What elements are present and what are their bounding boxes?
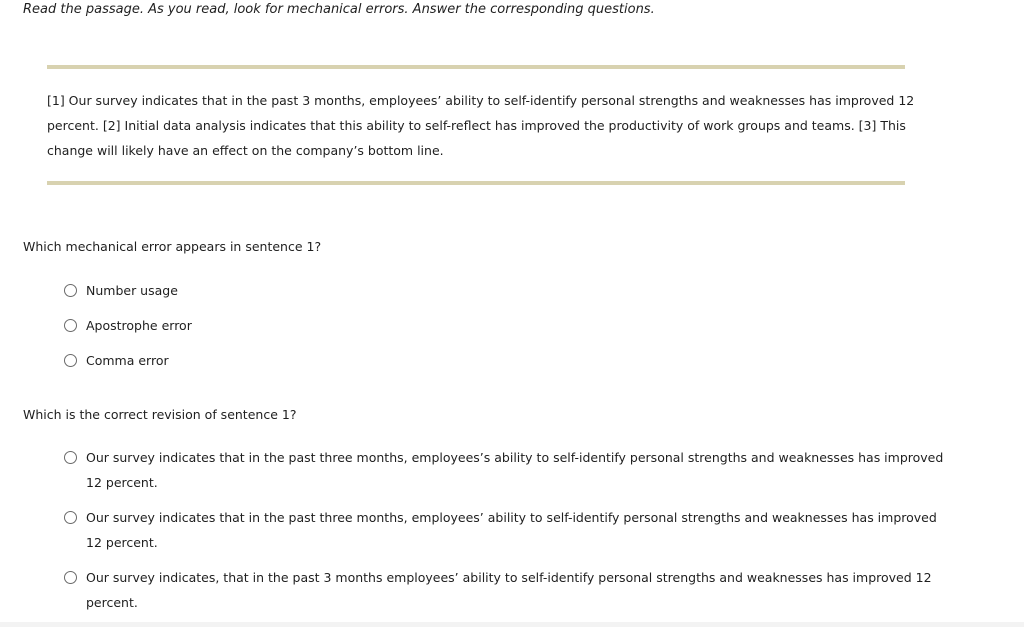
- passage-top-divider: [47, 65, 905, 69]
- radio-button-icon[interactable]: [64, 511, 77, 524]
- page-bottom-edge: [0, 622, 1024, 627]
- question-1-option-comma-error[interactable]: [64, 353, 169, 373]
- question-1-prompt: Which mechanical error appears in sentence 1?: [23, 239, 322, 254]
- instructions-text: Read the passage. As you read, look for mechanical errors. Answer the corresponding questions.: [23, 2, 655, 17]
- question-2-option-c[interactable]: [64, 570, 946, 615]
- radio-button-icon[interactable]: [64, 451, 77, 464]
- passage-bottom-divider: [47, 181, 905, 185]
- question-1-option-number-usage[interactable]: [64, 283, 178, 303]
- radio-button-icon[interactable]: [64, 354, 77, 367]
- question-2-prompt: Which is the correct revision of sentence 1?: [23, 407, 297, 422]
- option-label: Our survey indicates, that in the past 3 months employees’ ability to self-identify personal strengths and weaknesses has improved 12 percent.: [86, 570, 932, 610]
- radio-button-icon[interactable]: [64, 319, 77, 332]
- question-2-option-b[interactable]: [64, 510, 946, 555]
- option-label: Comma error: [86, 353, 169, 368]
- option-label: Our survey indicates that in the past three months, employees’s ability to self-identify personal strengths and weaknesses has improved 12 percent.: [86, 450, 944, 490]
- option-label: Our survey indicates that in the past three months, employees’ ability to self-identify personal strengths and weaknesses has improved 12 percent.: [86, 510, 937, 550]
- passage-text: [1] Our survey indicates that in the past 3 months, employees’ ability to self-identify personal strengths and weaknesses has improved 12 percent. [2] Initial data analysis indicates that this ability to self-reflect has improved the productivity of work groups and teams. [3] This change will likely have an effect on the company’s bottom line.: [47, 93, 915, 158]
- option-label: Number usage: [86, 283, 178, 298]
- option-label: Apostrophe error: [86, 318, 192, 333]
- radio-button-icon[interactable]: [64, 284, 77, 297]
- radio-button-icon[interactable]: [64, 571, 77, 584]
- question-2-option-a[interactable]: [64, 450, 946, 495]
- question-1-option-apostrophe-error[interactable]: [64, 318, 192, 338]
